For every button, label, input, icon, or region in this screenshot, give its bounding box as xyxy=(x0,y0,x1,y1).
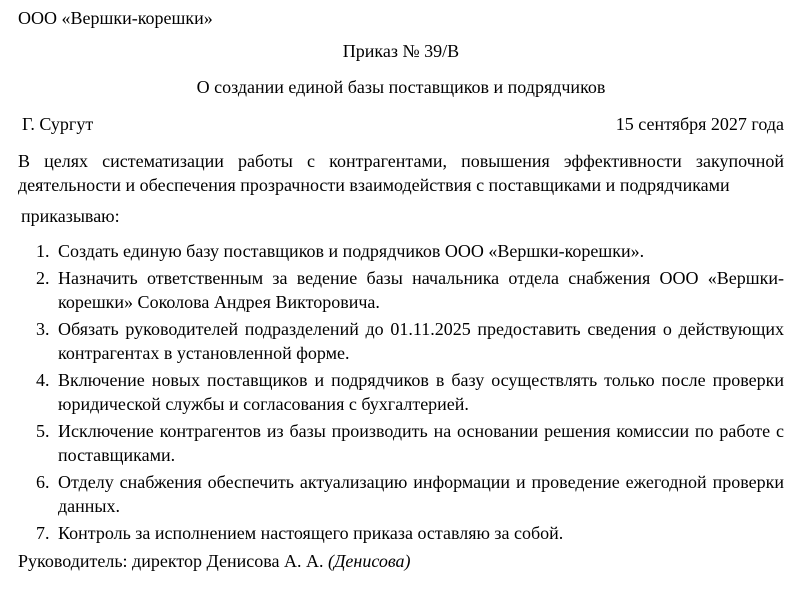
order-title: Приказ № 39/В xyxy=(342,41,460,61)
item-number: 7. xyxy=(36,522,50,543)
list-item xyxy=(18,470,784,519)
place-date-row xyxy=(18,112,784,137)
order-document xyxy=(18,6,784,574)
item-text: Исключение контрагентов из базы производить на основании решения комиссии по работе с поставщиками. xyxy=(58,420,784,465)
signature-line xyxy=(18,549,784,574)
signer-position: Руководитель: директор Денисова А. А. xyxy=(18,551,324,571)
item-number: 5. xyxy=(36,420,50,441)
item-number: 1. xyxy=(36,241,50,261)
organization-name: ООО «Вершки-корешки» xyxy=(18,8,213,28)
list-item xyxy=(18,317,784,366)
handwritten-signature: (Денисова) xyxy=(327,551,411,571)
order-items-list xyxy=(18,239,784,545)
list-item xyxy=(18,266,784,315)
item-number: 3. xyxy=(36,318,50,339)
item-text: Создать единую базу поставщиков и подрядчиков ООО «Вершки-корешки». xyxy=(58,241,645,261)
order-date: 15 сентября 2027 года xyxy=(615,114,784,134)
list-item xyxy=(18,521,784,546)
list-item xyxy=(18,419,784,468)
item-text: Назначить ответственным за ведение базы начальника отдела снабжения ООО «Вершки-корешки» Соколова Андрея Викторовича. xyxy=(58,267,784,312)
list-item xyxy=(18,368,784,417)
item-number: 6. xyxy=(36,471,50,492)
item-text: Обязать руководителей подразделений до 01.11.2025 предоставить сведения о действующих контрагентах в установленной форме. xyxy=(58,318,784,363)
item-number: 4. xyxy=(36,369,50,390)
item-number: 2. xyxy=(36,267,50,288)
item-text: Отделу снабжения обеспечить актуализацию информации и проведение ежегодной проверки данных. xyxy=(58,471,784,516)
list-item xyxy=(18,239,784,264)
order-subject: О создании единой базы поставщиков и подрядчиков xyxy=(196,77,606,97)
order-word: приказываю: xyxy=(21,206,120,226)
preamble-paragraph: В целях систематизации работы с контрагентами, повышения эффективности закупочной деятельности и обеспечения прозрачности взаимодействия с поставщиками и подрядчиками xyxy=(18,151,784,195)
city: Г. Сургут xyxy=(22,114,94,134)
item-text: Контроль за исполнением настоящего приказа оставляю за собой. xyxy=(58,522,564,543)
item-text: Включение новых поставщиков и подрядчиков в базу осуществлять только после проверки юридической службы и согласования с бухгалтерией. xyxy=(58,369,784,414)
